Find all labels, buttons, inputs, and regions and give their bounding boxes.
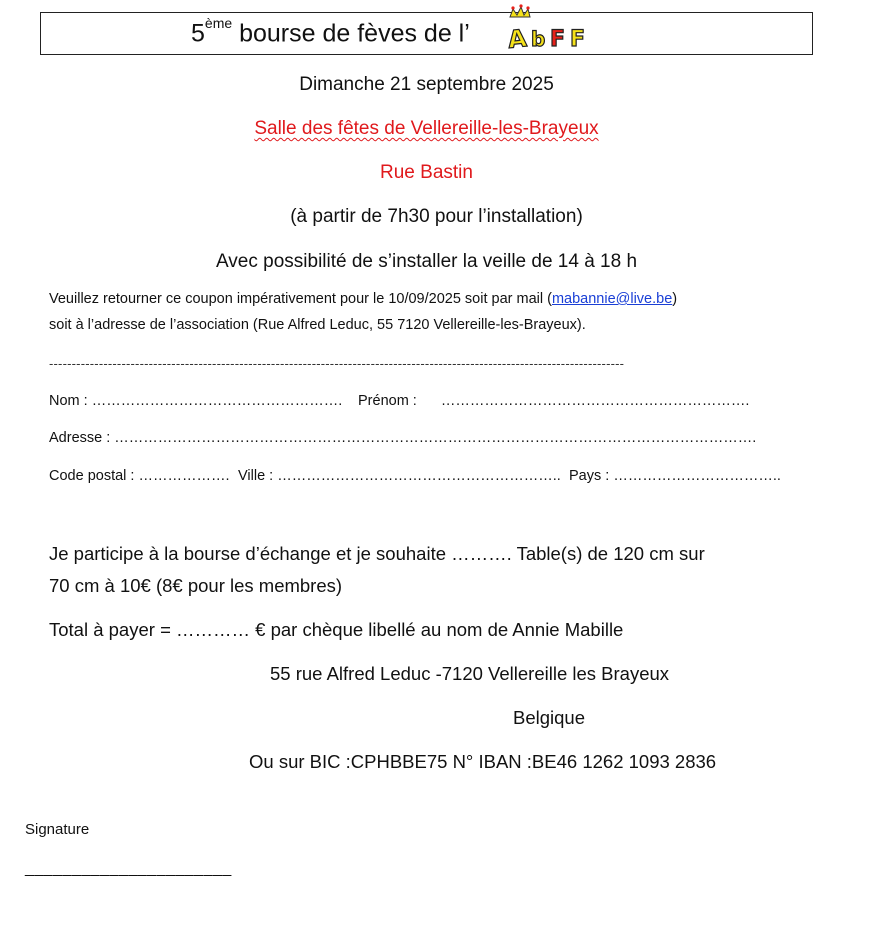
- nom-label: Nom :: [49, 393, 88, 409]
- eve-setup: Avec possibilité de s’installer la veille de 14 à 18 h: [215, 251, 638, 272]
- svg-text:b: b: [531, 27, 546, 51]
- ordinal-suffix: ème: [204, 15, 233, 31]
- prenom-field[interactable]: [358, 393, 749, 409]
- participation-line-1: Je participe à la bourse d’échange et je souhaite ………. Table(s) de 120 cm sur: [49, 543, 705, 564]
- street-text: Rue Bastin: [380, 162, 473, 183]
- adresse-field[interactable]: [49, 430, 756, 446]
- nom-field[interactable]: [49, 393, 342, 409]
- install-time: (à partir de 7h30 pour l’installation): [290, 206, 583, 227]
- email-link[interactable]: mabannie@live.be: [551, 291, 673, 307]
- cp-dots: ……………….: [138, 468, 230, 484]
- svg-text:F: F: [570, 27, 586, 52]
- page-title: [191, 15, 470, 48]
- adresse-dots: …………………………………………………………………………………………………………………….: [114, 430, 757, 446]
- instructions-line-2: soit à l’adresse de l’association (Rue Alfred Leduc, 55 7120 Vellereille-les-Brayeux).: [49, 317, 586, 333]
- payee-address: 55 rue Alfred Leduc -7120 Vellereille les Brayeux: [270, 663, 670, 684]
- cp-field[interactable]: [49, 468, 230, 484]
- ville-label: Ville :: [238, 468, 274, 484]
- total-line: Total à payer = ………… € par chèque libellé au nom de Annie Mabille: [49, 619, 624, 640]
- svg-text:F: F: [550, 27, 566, 52]
- event-venue: [0, 118, 853, 140]
- payee-country: Belgique: [513, 707, 586, 728]
- pays-field[interactable]: [569, 468, 781, 484]
- instructions-text: Veuillez retourner ce coupon impérativement pour le 10/09/2025 soit par mail (: [49, 291, 552, 307]
- ville-dots: …………………………………………………..: [277, 468, 561, 484]
- instructions-close: ): [672, 291, 678, 307]
- cut-separator: -------------------------------------------------------------------------------------------------------------------------------: [49, 356, 625, 371]
- pays-dots: ……………………………..: [613, 468, 781, 484]
- abff-logo: [504, 3, 604, 60]
- ville-field[interactable]: [238, 468, 561, 484]
- event-date: Dimanche 21 septembre 2025: [299, 74, 554, 95]
- adresse-label: Adresse :: [49, 430, 111, 446]
- prenom-label: Prénom :: [358, 393, 417, 409]
- instructions-line-1: [49, 291, 677, 307]
- svg-text:A: A: [506, 24, 528, 54]
- title-box: [40, 12, 813, 55]
- pays-label: Pays :: [569, 468, 610, 484]
- event-street: [0, 162, 853, 184]
- bank-details: Ou sur BIC :CPHBBE75 N° IBAN :BE46 1262 1093 2836: [249, 751, 717, 772]
- nom-dots: …………………………………………….: [91, 393, 343, 409]
- signature-label: Signature: [25, 821, 90, 838]
- crown-icon: [510, 4, 530, 17]
- prenom-dots: ……………………………………………………….: [440, 393, 750, 409]
- cp-label: Code postal :: [49, 468, 135, 484]
- venue-text: Salle des fêtes de Vellereille-les-Brayeux: [254, 118, 599, 139]
- signature-line[interactable]: ______________________: [25, 860, 232, 877]
- participation-line-2: 70 cm à 10€ (8€ pour les membres): [49, 575, 343, 596]
- ordinal-number: 5: [191, 19, 205, 48]
- title-text: bourse de fèves de l’: [239, 19, 470, 48]
